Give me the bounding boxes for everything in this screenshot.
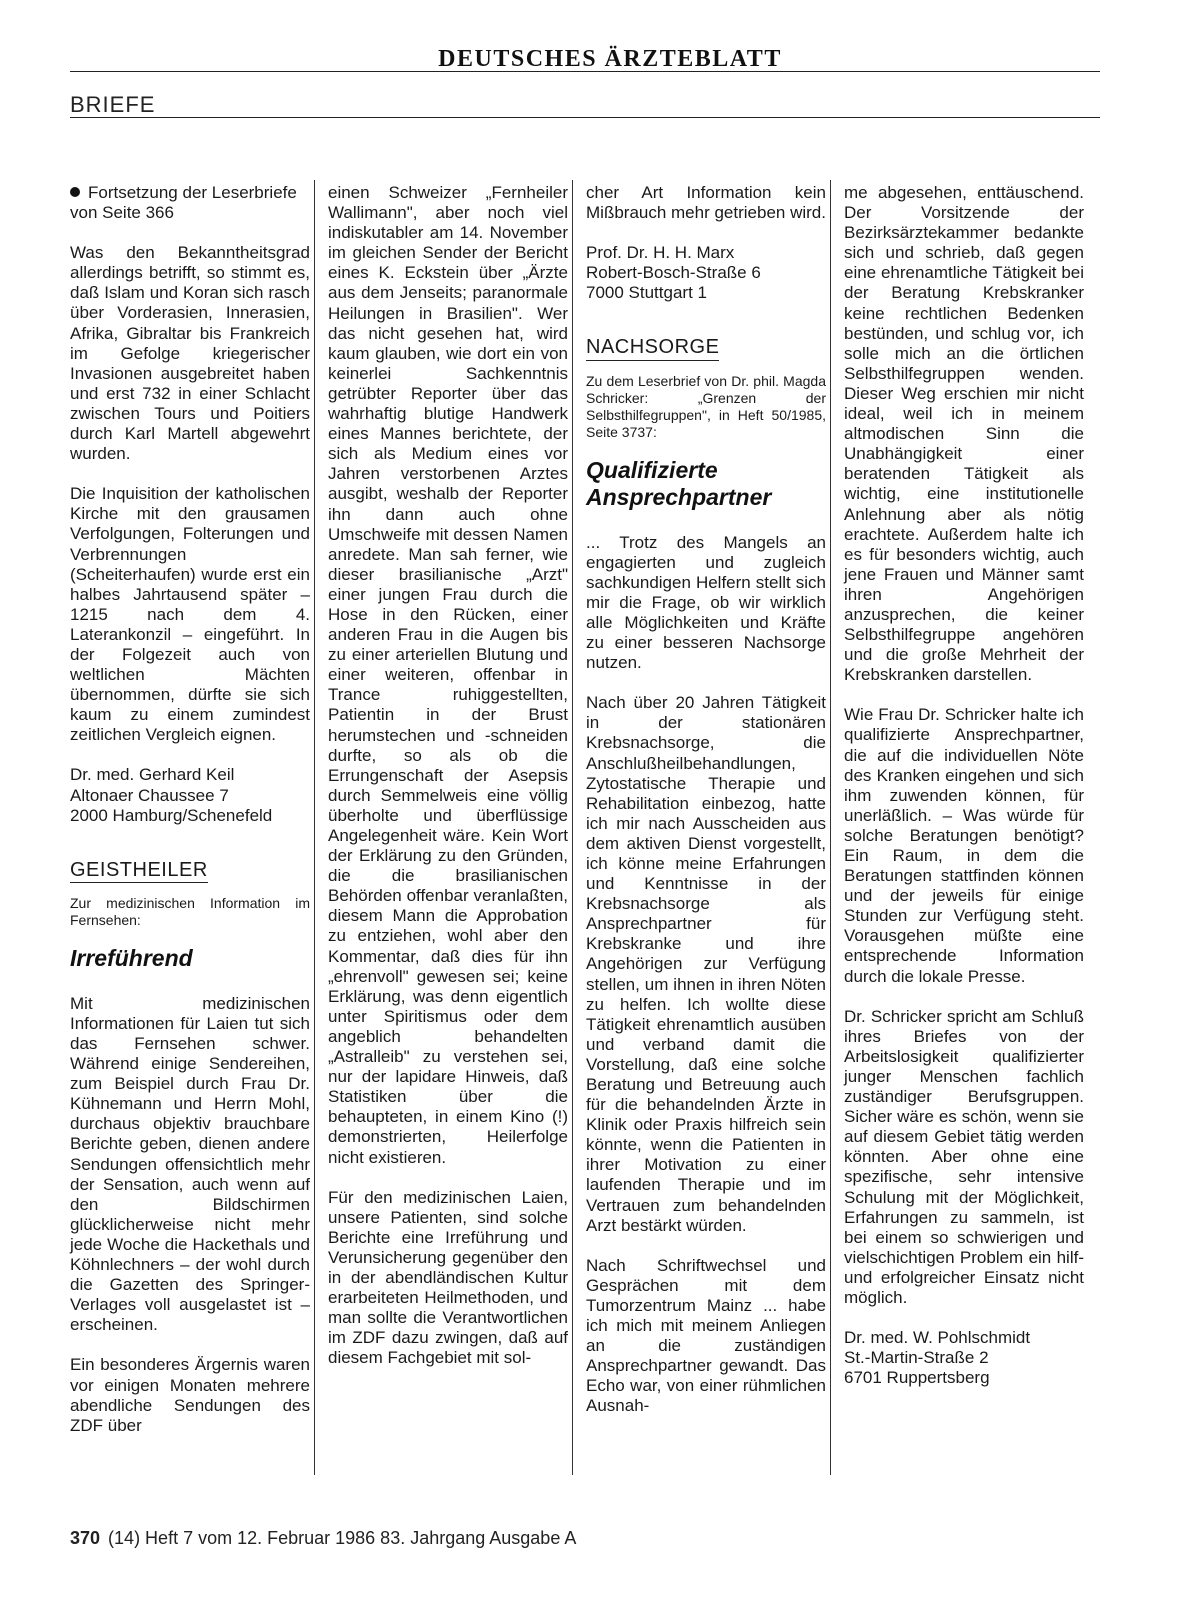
letter-paragraph: Für den medizinischen Laien, unsere Patienten, sind solche Berichte eine Irreführung und Verunsicherung gegenüber den in der abendländischen Kultur erarbeiteten Heilmethoden, und man sollte die Verantwortlichen im ZDF dazu zwingen, daß auf diesem Fachgebiet mit sol- bbox=[328, 1187, 568, 1368]
column-divider bbox=[314, 180, 315, 1475]
letter-title: Irreführend bbox=[70, 944, 193, 971]
section-title: BRIEFE bbox=[70, 92, 156, 117]
letter-paragraph: Nach über 20 Jahren Tätigkeit in der stationären Krebsnachsorge, die Anschlußheilbehandlungen, Zytostatische Therapie und Rehabilitation einbezog, hatte ich mir nach Ausscheiden aus dem aktiven Dienst vorgestellt, ich könne meine Erfahrungen und Kenntnisse in der Krebsnachsorge als Ansprechpartner für Krebskranke und ihre Angehörigen zur Verfügung stellen, um ihnen in ihren Nöten zu helfen. Ich wollte diese Tätigkeit ehrenamtlich ausüben und verband damit die Vorstellung, daß eine solche Beratung und Betreuung auch für die behandelnden Ärzte in Klinik oder Praxis hilfreich sein könnte, wenn die Patienten in ihrer Motivation zu einer laufenden Therapie und im Vertrauen zum behandelnden Arzt bestärkt würden. bbox=[586, 693, 826, 1235]
letter-intro: Zur medizinischen Information im Fernsehen: bbox=[70, 894, 310, 928]
masthead: DEUTSCHES ÄRZTEBLATT bbox=[438, 46, 782, 72]
column-2 bbox=[328, 183, 568, 1388]
issue-info: (14) Heft 7 vom 12. Februar 1986 83. Jahrgang Ausgabe A bbox=[108, 1528, 577, 1548]
letter-paragraph: Ein besonderes Ärgernis waren vor einigen Monaten mehrere abendliche Sendungen des ZDF über bbox=[70, 1355, 310, 1435]
column-divider bbox=[830, 180, 831, 1475]
column-1 bbox=[70, 183, 310, 1456]
letter-paragraph: einen Schweizer „Fernheiler Wallimann", aber noch viel indiskutabler am 14. November im gleichen Sender der Bericht eines K. Eckstein über „Ärzte aus dem Jenseits; paranormale Heilungen in Brasilien". Wer das nicht gesehen hat, wird kaum glauben, wie dort ein von keinerlei Sachkenntnis getrübter Reporter über das wahrhaftig blutige Handwerk eines Mannes berichtete, der sich als Medium eines vor Jahren verstorbenen Arztes ausgibt, weshalb der Reporter ihn dann auch ohne Umschweife mit dessen Namen anredete. Man sah ferner, wie dieser brasilianische „Arzt" einer jungen Frau durch die Hose in den Rücken, einer anderen Frau in die Augen bis zu einer arteriellen Blutung und einer weiteren, offenbar in Trance ruhiggestellten, Patientin in der Brust herumstechen und -schneiden durfte, so als ob die Errungenschaft der Asepsis durch Semmelweis eine völlig überholte und überflüssige Angelegenheit wäre. Kein Wort der Erklärung zu den Gründen, die die brasilianischen Behörden offenbar veranlaßten, diesem Mann die Approbation zu entziehen, wohl aber den Kommentar, daß dies für ihn „ehrenvoll" gewesen sei; keine Erklärung, was denn eigentlich unter Spiritismus oder dem angeblich behandelten „Astralleib" zu verstehen sei, nur der lapidare Hinweis, daß Statistiken über die behaupteten, in einem Kino (!) demonstrierten, Heilerfolge nicht existieren. bbox=[328, 183, 568, 1167]
letter-paragraph: Dr. Schricker spricht am Schluß ihres Briefes von der Arbeitslosigkeit qualifizierter junger Menschen fachlich zuständiger Berufsgruppen. Sicher wäre es schön, wenn sie auf diesem Gebiet tätig werden könnten. Aber ohne eine spezifische, sehr intensive Schulung mit der Möglichkeit, Erfahrungen zu sammeln, ist bei einem so schwierigen und vielschichtigen Problem ein hilf- und erfolgreicher Einsatz nicht möglich. bbox=[844, 1006, 1084, 1307]
letter-intro: Zu dem Leserbrief von Dr. phil. Magda Schricker: „Grenzen der Selbsthilfegruppen", in Heft 50/1985, Seite 3737: bbox=[586, 372, 826, 440]
letter-paragraph: Wie Frau Dr. Schricker halte ich qualifizierte Ansprechpartner, die auf die individuellen Nöte des Kranken eingehen und sich ihm zuwenden können, für unerläßlich. – Was würde für solche Beratungen benötigt? Ein Raum, in dem die Beratungen stattfinden können und der jeweils für einige Stunden zur Verfügung steht. Vorausgehen müßte eine entsprechende Information durch die lokale Presse. bbox=[844, 705, 1084, 986]
letter-paragraph: me abgesehen, enttäuschend. Der Vorsitzende der Bezirksärztekammer bedankte sich und schrieb, daß gegen eine ehrenamtliche Tätigkeit bei der Beratung Krebskranker keine rechtlichen Bedenken bestünden, und schlug vor, ich solle mich an die örtlichen Selbsthilfegruppen wenden. Dieser Weg erschien mir nicht ideal, weil ich in meinem altmodischen Sinn die Unabhängigkeit einer beratenden Tätigkeit als wichtig, eine institutionelle Anlehnung aber als nötig erachtete. Außerdem halte ich es für besonders wichtig, auch jene Frauen und Männer samt ihren Angehörigen anzusprechen, die keiner Selbsthilfegruppe angehören und die große Mehrheit der Krebskranken darstellen. bbox=[844, 183, 1084, 685]
page-footer bbox=[70, 1528, 576, 1549]
letter-paragraph: Mit medizinischen Informationen für Laien tut sich das Fernsehen schwer. Während einige Sendereihen, zum Beispiel durch Frau Dr. Kühnemann und Herrn Mohl, durchaus objektiv brauchbare Berichte geben, dienen andere Sendungen offensichtlich mehr der Sensation, auch wenn auf den Bildschirmen glücklicherweise nicht mehr jede Woche die Hackethals und Köhnlechners – der wohl durch die Gazetten des Springer-Verlages voll ausgelastet ist – erscheinen. bbox=[70, 993, 310, 1335]
signature: Dr. med. Gerhard Keil Altonaer Chaussee 7 2000 Hamburg/Schenefeld bbox=[70, 765, 273, 825]
topic-heading: NACHSORGE bbox=[586, 337, 719, 360]
column-divider bbox=[572, 180, 573, 1475]
letter-title: Qualifizierte Ansprechpartner bbox=[586, 456, 772, 510]
column-4 bbox=[844, 183, 1084, 1408]
letter-paragraph: ... Trotz des Mangels an engagierten und zugleich sachkundigen Helfern stellt sich mir die Frage, ob wir wirklich alle Möglichkeiten und Kräfte zu einer besseren Nachsorge nutzen. bbox=[586, 532, 826, 673]
letter-paragraph: Nach Schriftwechsel und Gesprächen mit dem Tumorzentrum Mainz ... habe ich mich mit meinem Anliegen an die zuständigen Ansprechpartner gewandt. Das Echo war, von einer rühmlichen Ausnah- bbox=[586, 1255, 826, 1416]
bullet-icon bbox=[70, 187, 80, 197]
topic-heading: GEISTHEILER bbox=[70, 860, 208, 883]
letter-paragraph: Was den Bekanntheitsgrad allerdings betrifft, so stimmt es, daß Islam und Koran sich rasch über Vorderasien, Innerasien, Afrika, Gibraltar bis Frankreich im Gefolge kriegerischer Invasionen ausgebreitet haben und erst 732 in einer Schlacht zwischen Tours und Poitiers durch Karl Martell abgewehrt wurden. bbox=[70, 243, 310, 464]
continuation-note: Fortsetzung der Leserbriefe von Seite 366 bbox=[70, 183, 297, 223]
signature: Prof. Dr. H. H. Marx Robert-Bosch-Straße 6 7000 Stuttgart 1 bbox=[586, 243, 761, 303]
column-3 bbox=[586, 183, 826, 1437]
page-number: 370 bbox=[70, 1528, 101, 1548]
section-rule bbox=[70, 117, 1100, 118]
letter-paragraph: cher Art Information kein Mißbrauch mehr getrieben wird. bbox=[586, 183, 826, 223]
letter-paragraph: Die Inquisition der katholischen Kirche mit den grausamen Verfolgungen, Folterungen und Verbrennungen (Scheiterhaufen) wurde erst ein halbes Jahrtausend später – 1215 nach dem 4. Laterankonzil – eingeführt. In der Folgezeit auch von weltlichen Mächten übernommen, dürfte sie sich kaum zu einem zumindest zeitlichen Vergleich eignen. bbox=[70, 484, 310, 745]
masthead-rule bbox=[70, 71, 1100, 72]
signature: Dr. med. W. Pohlschmidt St.-Martin-Straße 2 6701 Ruppertsberg bbox=[844, 1328, 1031, 1388]
